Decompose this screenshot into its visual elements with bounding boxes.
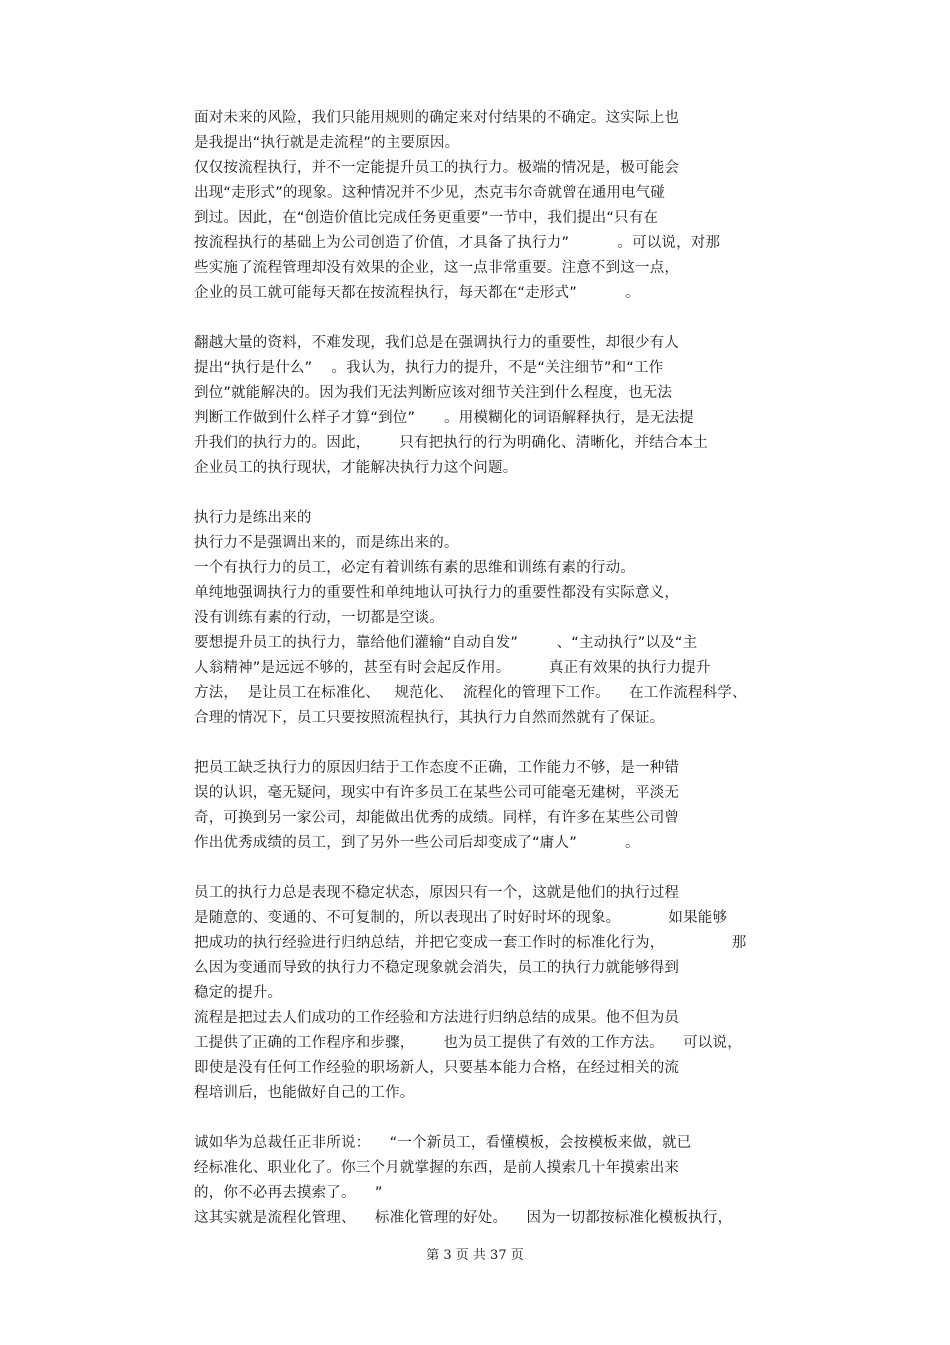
text-line: 把员工缺乏执行力的原因归结于工作态度不正确，工作能力不够，是一种错	[194, 760, 680, 776]
text-line: 没有训练有素的行动，一切都是空谈。	[194, 610, 444, 626]
text-line: 提出“执行是什么” 。我认为，执行力的提升，不是“关注细节”和“工作	[194, 360, 664, 376]
text-line: 到过。因此，在“创造价值比完成任务更重要”一节中，我们提出“只有在	[194, 210, 659, 226]
text-line: 判断工作做到什么样子才算“到位” 。用模糊化的词语解释执行，是无法提	[194, 410, 694, 426]
text-line: 的，你不必再去摸索了。 ”	[194, 1185, 383, 1201]
text-line: 些实施了流程管理却没有效果的企业，这一点非常重要。注意不到这一点，	[194, 260, 680, 276]
text-line: 方法， 是让员工在标准化、 规范化、 流程化的管理下工作。 在工作流程科学、	[194, 685, 747, 701]
text-line: 企业员工的执行现状，才能解决执行力这个问题。	[194, 460, 518, 476]
text-line: 合理的情况下，员工只要按照流程执行，其执行力自然而然就有了保证。	[194, 710, 665, 726]
text-line: 执行力不是强调出来的，而是练出来的。	[194, 535, 459, 551]
text-line: 一个有执行力的员工，必定有着训练有素的思维和训练有素的行动。	[194, 560, 635, 576]
text-line: 到位”就能解决的。因为我们无法判断应该对细节关注到什么程度，也无法	[194, 385, 673, 401]
text-line: 出现“走形式”的现象。这种情况并不少见，杰克韦尔奇就曾在通用电气碰	[194, 185, 666, 201]
text-line: 员工的执行力总是表现不稳定状态，原因只有一个，这就是他们的执行过程	[194, 885, 680, 901]
text-line: 是随意的、变通的、不可复制的，所以表现出了时好时坏的现象。 如果能够	[194, 910, 728, 926]
section-heading: 执行力是练出来的	[194, 510, 312, 526]
text-line: 这其实就是流程化管理、 标准化管理的好处。 因为一切都按标准化模板执行，	[194, 1210, 733, 1226]
text-line: 诚如华为总裁任正非所说： “一个新员工，看懂模板，会按模板来做，就已	[194, 1135, 692, 1151]
text-line: 流程是把过去人们成功的工作经验和方法进行归纳总结的成果。他不但为员	[194, 1010, 680, 1026]
text-line: 是我提出“执行就是走流程”的主要原因。	[194, 135, 460, 151]
text-line: 翻越大量的资料，不难发现，我们总是在强调执行力的重要性，却很少有人	[194, 335, 680, 351]
text-line: 企业的员工就可能每天都在按流程执行，每天都在“走形式” 。	[194, 285, 640, 301]
text-line: 人翁精神”是远远不够的，甚至有时会起反作用。 真正有效果的执行力提升	[194, 660, 711, 676]
text-line: 作出优秀成绩的员工，到了另外一些公司后却变成了“庸人” 。	[194, 835, 640, 851]
text-line: 单纯地强调执行力的重要性和单纯地认可执行力的重要性都没有实际意义，	[194, 585, 680, 601]
text-line: 误的认识，毫无疑问，现实中有许多员工在某些公司可能毫无建树，平淡无	[194, 785, 680, 801]
text-line: 工提供了正确的工作程序和步骤， 也为员工提供了有效的工作方法。 可以说，	[194, 1035, 742, 1051]
text-line: 程培训后，也能做好自己的工作。	[194, 1085, 415, 1101]
text-line: 么因为变通而导致的执行力不稳定现象就会消失，员工的执行力就能够得到	[194, 960, 680, 976]
text-line: 要想提升员工的执行力，靠给他们灌输“自动自发” 、“主动执行”以及“主	[194, 635, 698, 651]
text-line: 经标准化、职业化了。你三个月就掌握的东西，是前人摸索几十年摸索出来	[194, 1160, 680, 1176]
text-line: 仅仅按流程执行，并不一定能提升员工的执行力。极端的情况是，极可能会	[194, 160, 680, 176]
text-line: 面对未来的风险，我们只能用规则的确定来对付结果的不确定。这实际上也	[194, 110, 680, 126]
text-line: 升我们的执行力的。因此， 只有把执行的行为明确化、清晰化，并结合本土	[194, 435, 708, 451]
text-line: 把成功的执行经验进行归纳总结，并把它变成一套工作时的标准化行为， 那	[194, 935, 747, 951]
text-line: 按流程执行的基础上为公司创造了价值，才具备了执行力” 。可以说，对那	[194, 235, 721, 251]
text-line: 即使是没有任何工作经验的职场新人，只要基本能力合格，在经过相关的流	[194, 1060, 680, 1076]
text-line: 奇，可换到另一家公司，却能做出优秀的成绩。同样，有许多在某些公司曾	[194, 810, 680, 826]
text-line: 稳定的提升。	[194, 985, 283, 1001]
page-number-footer: 第 3 页 共 37 页	[426, 1248, 524, 1263]
